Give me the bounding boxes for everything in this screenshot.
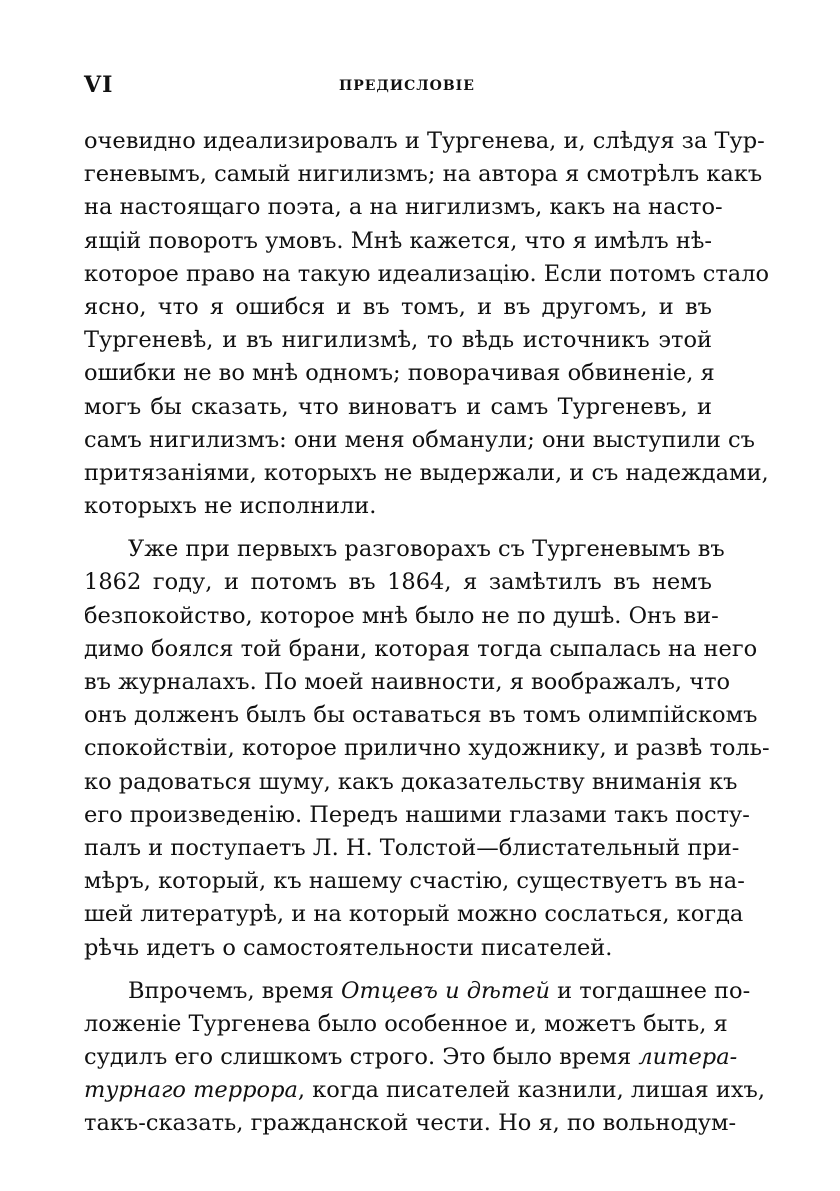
text-line: притязаніями, которыхъ не выдержали, и съ надеждами, <box>84 459 769 486</box>
paragraph-2 <box>84 533 770 964</box>
text-span: судилъ его слишкомъ строго. Это было время <box>84 1044 639 1071</box>
book-title-italic: Отцевъ и дѣтей <box>341 977 550 1004</box>
text-line <box>84 1074 766 1107</box>
text-line: ясно, что я ошибся и въ томъ, и въ другомъ, и въ <box>84 293 712 320</box>
text-line: ошибки не во мнѣ одномъ; поворачивая обвиненіе, я <box>84 360 715 387</box>
text-span: , когда писателей казнили, лишая ихъ, <box>297 1077 766 1104</box>
italic-phrase: турнаго террора <box>84 1077 298 1104</box>
italic-phrase: литера- <box>638 1044 738 1071</box>
text-line: геневымъ, самый нигилизмъ; на автора я смотрѣлъ какъ <box>84 161 763 188</box>
text-line: палъ и поступаетъ Л. Н. Толстой—блистательный при- <box>84 834 740 861</box>
paragraph-3 <box>84 975 766 1141</box>
text-line: димо боялся той брани, которая тогда сыпалась на него <box>84 635 758 662</box>
text-line: въ журналахъ. По моей наивности, я воображалъ, что <box>84 669 731 695</box>
text-line <box>84 1041 738 1074</box>
text-line: мѣръ, который, къ нашему счастію, существуетъ въ на- <box>84 868 745 895</box>
text-line: на настоящаго поэта, а на нигилизмъ, какъ на насто- <box>84 194 723 221</box>
body-text <box>84 125 770 1141</box>
text-line: ящій поворотъ умовъ. Мнѣ кажется, что я имѣлъ нѣ- <box>84 227 712 254</box>
text-line: 1862 году, и потомъ въ 1864, я замѣтилъ въ немъ <box>84 569 712 596</box>
text-line: онъ долженъ былъ бы оставаться въ томъ олимпійскомъ <box>84 702 758 729</box>
text-line <box>84 975 751 1008</box>
text-line: очевидно идеализировалъ и Тургенева, и, слѣдуя за Тур- <box>84 128 765 154</box>
text-line: самъ нигилизмъ: они меня обманули; они выступили съ <box>84 426 755 453</box>
text-line: рѣчь идетъ о самостоятельности писателей. <box>84 934 613 961</box>
text-line: которыхъ не исполнили. <box>84 493 377 520</box>
running-title: ПРЕДИСЛОВІЕ <box>339 78 475 94</box>
text-span: Впрочемъ, время <box>128 977 342 1004</box>
text-line: которое право на такую идеализацію. Если потомъ стало <box>84 260 770 287</box>
page-number: VI <box>84 72 114 98</box>
text-line: ложеніе Тургенева было особенное и, можетъ быть, я <box>84 1010 728 1037</box>
text-line: его произведенію. Передъ нашими глазами такъ посту- <box>84 801 750 828</box>
text-line: безпокойство, которое мнѣ было не по душѣ. Онъ ви- <box>84 602 719 629</box>
text-line: Тургеневѣ, и въ нигилизмѣ, то вѣдь источникъ этой <box>84 327 712 354</box>
text-line: такъ-сказать, гражданской чести. Но я, по вольнодум- <box>84 1110 737 1137</box>
text-line: могъ бы сказать, что виноватъ и самъ Тургеневъ, и <box>84 393 712 420</box>
text-line: спокойствіи, которое прилично художнику, и развѣ толь- <box>84 735 770 762</box>
text-line: ко радоваться шуму, какъ доказательству вниманія къ <box>84 768 738 795</box>
page-header <box>84 72 712 102</box>
text-line: Уже при первыхъ разговорахъ съ Тургеневымъ въ <box>128 536 725 563</box>
text-line: шей литературѣ, и на который можно сослаться, когда <box>84 901 744 928</box>
text-span: и тогдашнее по- <box>549 977 751 1004</box>
paragraph-1 <box>84 125 770 523</box>
